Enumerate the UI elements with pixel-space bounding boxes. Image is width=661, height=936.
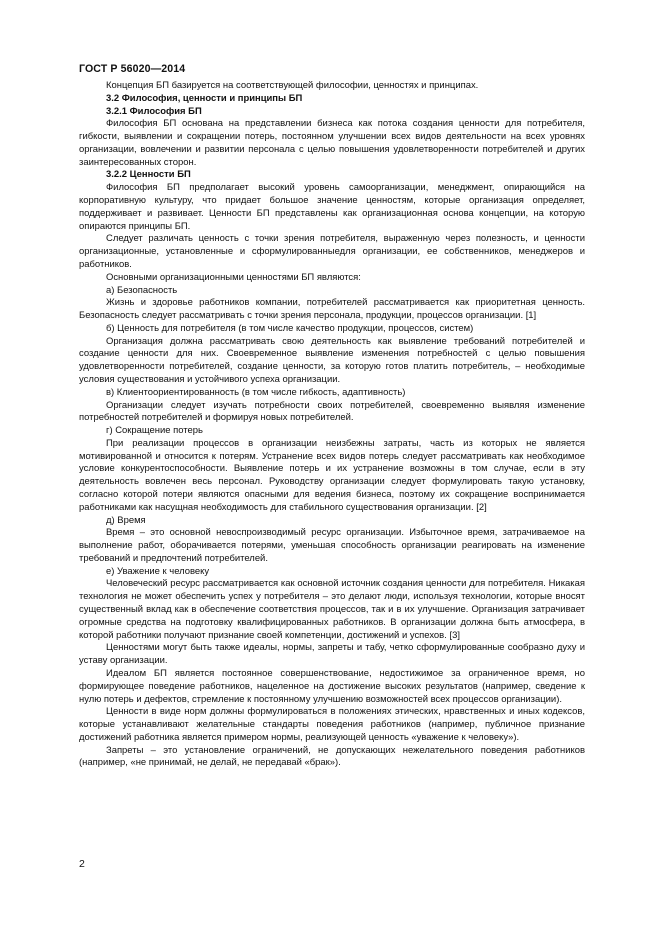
paragraph: Основными организационными ценностями БП являются: — [106, 271, 361, 283]
document-body — [79, 80, 585, 770]
document-header-code: ГОСТ Р 56020—2014 — [79, 63, 186, 75]
paragraph: При реализации процессов в организации неизбежны затраты, часть из которых не является мотивированной и относится к потерям. Устранение всех видов потерь следует рассматривать как необходимое условие конкурентоспособности. Выявление потерь и их устранение возможны в том случае, если в эту деятельность вовлечен весь персонал. Руководству организации следует формулировать такую установку, согласно которой потери являются опасными для ведения бизнеса, поэтому их сокращение воспринимается работниками как насущная необходимость для стабильного существования организации. [2] — [79, 437, 585, 513]
paragraph: Ценности в виде норм должны формулироваться в положениях этических, нравственных и иных кодексов, которые устанавливают желательные стандарты поведения работников (например, публичное признание достижений работника является примером нормы, реализующей ценность «уважение к человеку»). — [79, 706, 585, 743]
section-heading: 3.2 Философия, ценности и принципы БП — [106, 92, 303, 104]
paragraph: Философия БП предполагает высокий уровень самоорганизации, менеджмент, опирающийся на корпоративную культуру, что придает большое значение ценностям, которые организация определяет, поддерживает и развивает. Ценности БП представлены как организационная основа концепции, на которую опираются принципы БП. — [79, 182, 585, 232]
page-number: 2 — [79, 858, 85, 870]
paragraph: Человеческий ресурс рассматривается как основной источник создания ценности для потребителя. Никакая технология не может обеспечить успех у потребителя – это делают люди, используя технологии, которые вносят существенный вклад как в обеспечение соответствия процессов, так и в их улучшение. Организация затрачивает огромные средства на подготовку квалифицированных работников. В организации должна быть атмосфера, в которой работники получают признание своей компетенции, достижений и успехов. [3] — [79, 578, 585, 641]
paragraph: Время – это основной невоспроизводимый ресурс организации. Избыточное время, затрачиваемое на выполнение работ, оборачивается потерями, уменьшая способность организации реагировать на изменение требований и предпочтений потребителей. — [79, 527, 585, 564]
paragraph: Организация должна рассматривать свою деятельность как выявление требований потребителей и создание ценности для них. Своевременное выявление изменения потребностей с целью повышения удовлетворенности потребителей, создание ценности, за которую готов платить потребитель, – необходимые условия существования и устойчивого успеха организации. — [79, 335, 585, 385]
paragraph: в) Клиентоориентированность (в том числе гибкость, адаптивность) — [106, 386, 406, 398]
paragraph: г) Сокращение потерь — [106, 425, 203, 437]
paragraph: Концепция БП базируется на соответствующей философии, ценностях и принципах. — [106, 80, 479, 91]
section-heading: 3.2.2 Ценности БП — [106, 169, 191, 181]
paragraph: Следует различать ценность с точки зрения потребителя, выраженную через полезность, и ценности организационные, установленные и сформулированныедля организации, ее собственников, менеджеров и работников. — [79, 233, 585, 270]
paragraph: Ценностями могут быть также идеалы, нормы, запреты и табу, четко сформулированные сообразно духу и уставу организации. — [79, 642, 585, 667]
paragraph: б) Ценность для потребителя (в том числе качество продукции, процессов, систем) — [106, 322, 474, 334]
paragraph: Идеалом БП является постоянное совершенствование, недостижимое за ограниченное время, но формирующее поведение работников, нацеленное на достижение высоких результатов (например, сведение к нулю потерь и дефектов, стремление к постоянному улучшению возможностей всех процессов организации). — [79, 667, 585, 705]
paragraph: е) Уважение к человеку — [106, 565, 210, 577]
section-heading: 3.2.1 Философия БП — [106, 105, 202, 117]
paragraph: Запреты – это установление ограничений, не допускающих нежелательного поведения работников (например, «не принимай, не делай, не передавай «брак»). — [79, 744, 585, 769]
paragraph: Жизнь и здоровье работников компании, потребителей рассматривается как приоритетная ценность. Безопасность следует рассматривать с точки зрения персонала, продукции, процессов организации. [1] — [79, 297, 585, 322]
paragraph: Философия БП основана на представлении бизнеса как потока создания ценности для потребителя, гибкости, выявлении и сокращении потерь, постоянном улучшении всех видов деятельности на всех уровнях организации, вовлечении и развитии персонала с целью повышения удовлетворенности потребителей и других заинтересованных сторон. — [79, 118, 585, 168]
paragraph: Организации следует изучать потребности своих потребителей, своевременно выявляя изменение потребностей потребителей и формируя новых потребителей. — [79, 399, 585, 424]
paragraph: а) Безопасность — [106, 284, 178, 296]
paragraph: д) Время — [106, 514, 146, 526]
